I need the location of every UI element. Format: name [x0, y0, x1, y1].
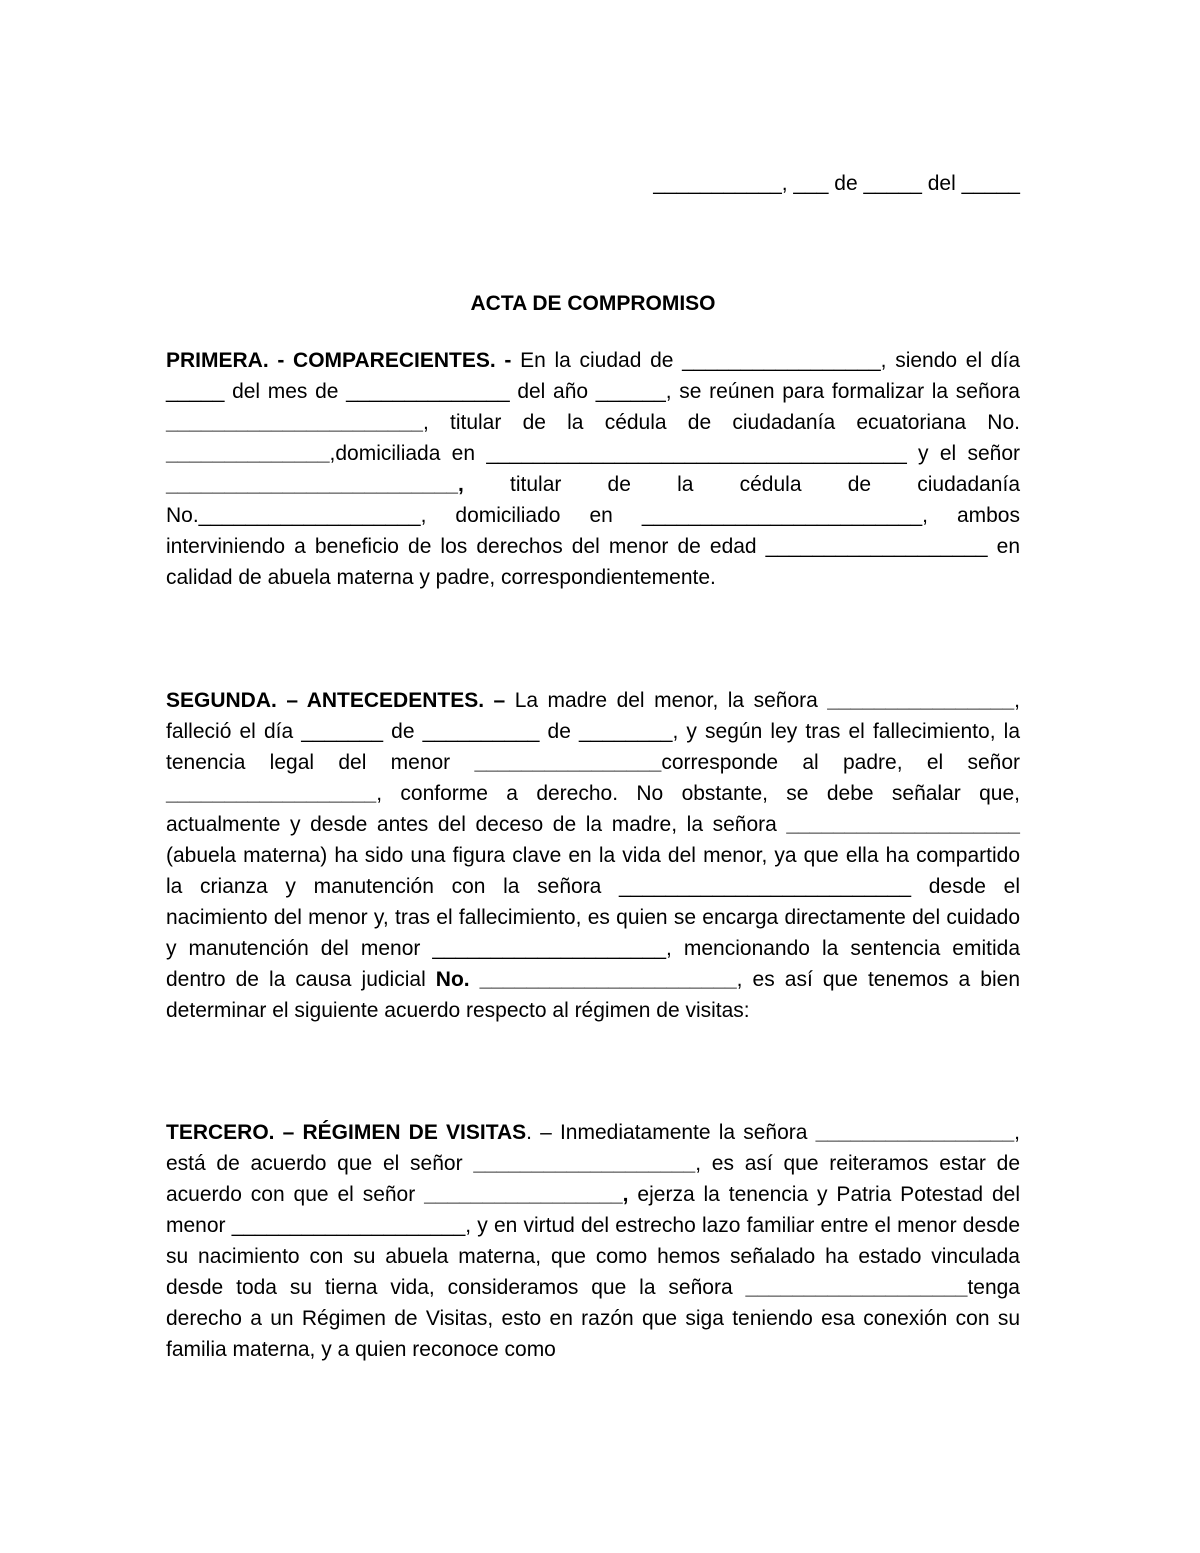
text-run: corresponde al padre, el señor [661, 751, 1020, 774]
text-run: , conforme a derecho. No obstante, se debe señalar que, actualmente y desde antes del deceso de la madre, la señora [166, 782, 1020, 836]
text-run: tenga derecho a un Régimen de Visitas, esto en razón que siga teniendo esa conexión con su familia materna, y a quien reconoce como [166, 1276, 1020, 1361]
clause-body [166, 349, 1020, 589]
text-run: , titular de la cédula de ciudadanía ecuatoriana No. [422, 411, 1020, 434]
text-run: La madre del menor, la señora [514, 689, 828, 712]
text-run: titular de la cédula de ciudadanía No.___________________, domiciliado en ________________________, ambos interviniendo a beneficio de los derechos del menor de edad ___________________ en calidad de abuela materna y padre, correspondientemente. [166, 473, 1020, 589]
clause-body [166, 1121, 1020, 1361]
blank-field: ______________ [166, 442, 330, 465]
text-run: , es así que tenemos a bien determinar el siguiente acuerdo respecto al régimen de visitas: [166, 968, 1020, 1022]
clause-tercero [166, 1117, 1020, 1365]
date-line: ___________, ___ de _____ del _____ [653, 172, 1020, 195]
blank-field: __________________ [166, 782, 377, 805]
blank-field: ________________ [474, 751, 662, 774]
clause-heading: SEGUNDA. – ANTECEDENTES. – [166, 689, 506, 712]
blank-field: ___________________ [745, 1276, 968, 1299]
clause-primera [166, 345, 1020, 593]
text-run: En la ciudad de _________________, siendo el día _____ del mes de ______________ del año ______, se reúnen para formalizar la señora [166, 349, 1020, 403]
blank-field: ____________________ [786, 813, 1020, 836]
document-title: ACTA DE COMPROMISO [470, 292, 716, 315]
text-run: ,domiciliada en ____________________________________ y el señor [329, 442, 1020, 465]
blank-field: ______________________ [166, 411, 423, 434]
text-run: , es así que reiteramos estar de acuerdo con que el señor [166, 1152, 1021, 1206]
text-run: . – Inmediatamente la señora [526, 1121, 816, 1144]
blank-field: ___________________ [473, 1152, 696, 1175]
blank-field: ________________ [827, 689, 1015, 712]
blank-field: _________________ [815, 1121, 1015, 1144]
blank-field: _________________, [424, 1183, 629, 1206]
text-run: , falleció el día _______ de __________ de ________, y según ley tras el fallecimiento, la tenencia legal del menor [166, 689, 1020, 774]
text-run: ejerza la tenencia y Patria Potestad del menor ____________________, y en virtud del estrecho lazo familiar entre el menor desde su nacimiento con su abuela materna, que como hemos señalado ha estado vinculada desde toda su tierna vida, consideramos que la señora [166, 1183, 1020, 1299]
clause-body [166, 689, 1020, 1022]
text-run: (abuela materna) ha sido una figura clave en la vida del menor, ya que ella ha compartido la crianza y manutención con la señora _________________________ desde el nacimiento del menor y, tras el fallecimiento, es quien se encarga directamente del cuidado y manutención del menor ____________________, mencionando la sentencia emitida dentro de la causa judicial [166, 844, 1020, 991]
blank-field: _________________________, [166, 473, 464, 496]
text-run: , está de acuerdo que el señor [166, 1121, 1020, 1175]
case-number-field: No. ______________________ [435, 968, 737, 991]
clause-segunda [166, 685, 1020, 1026]
clause-heading: PRIMERA. - COMPARECIENTES. - [166, 349, 512, 372]
clause-heading: TERCERO. – RÉGIMEN DE VISITAS [166, 1121, 527, 1144]
